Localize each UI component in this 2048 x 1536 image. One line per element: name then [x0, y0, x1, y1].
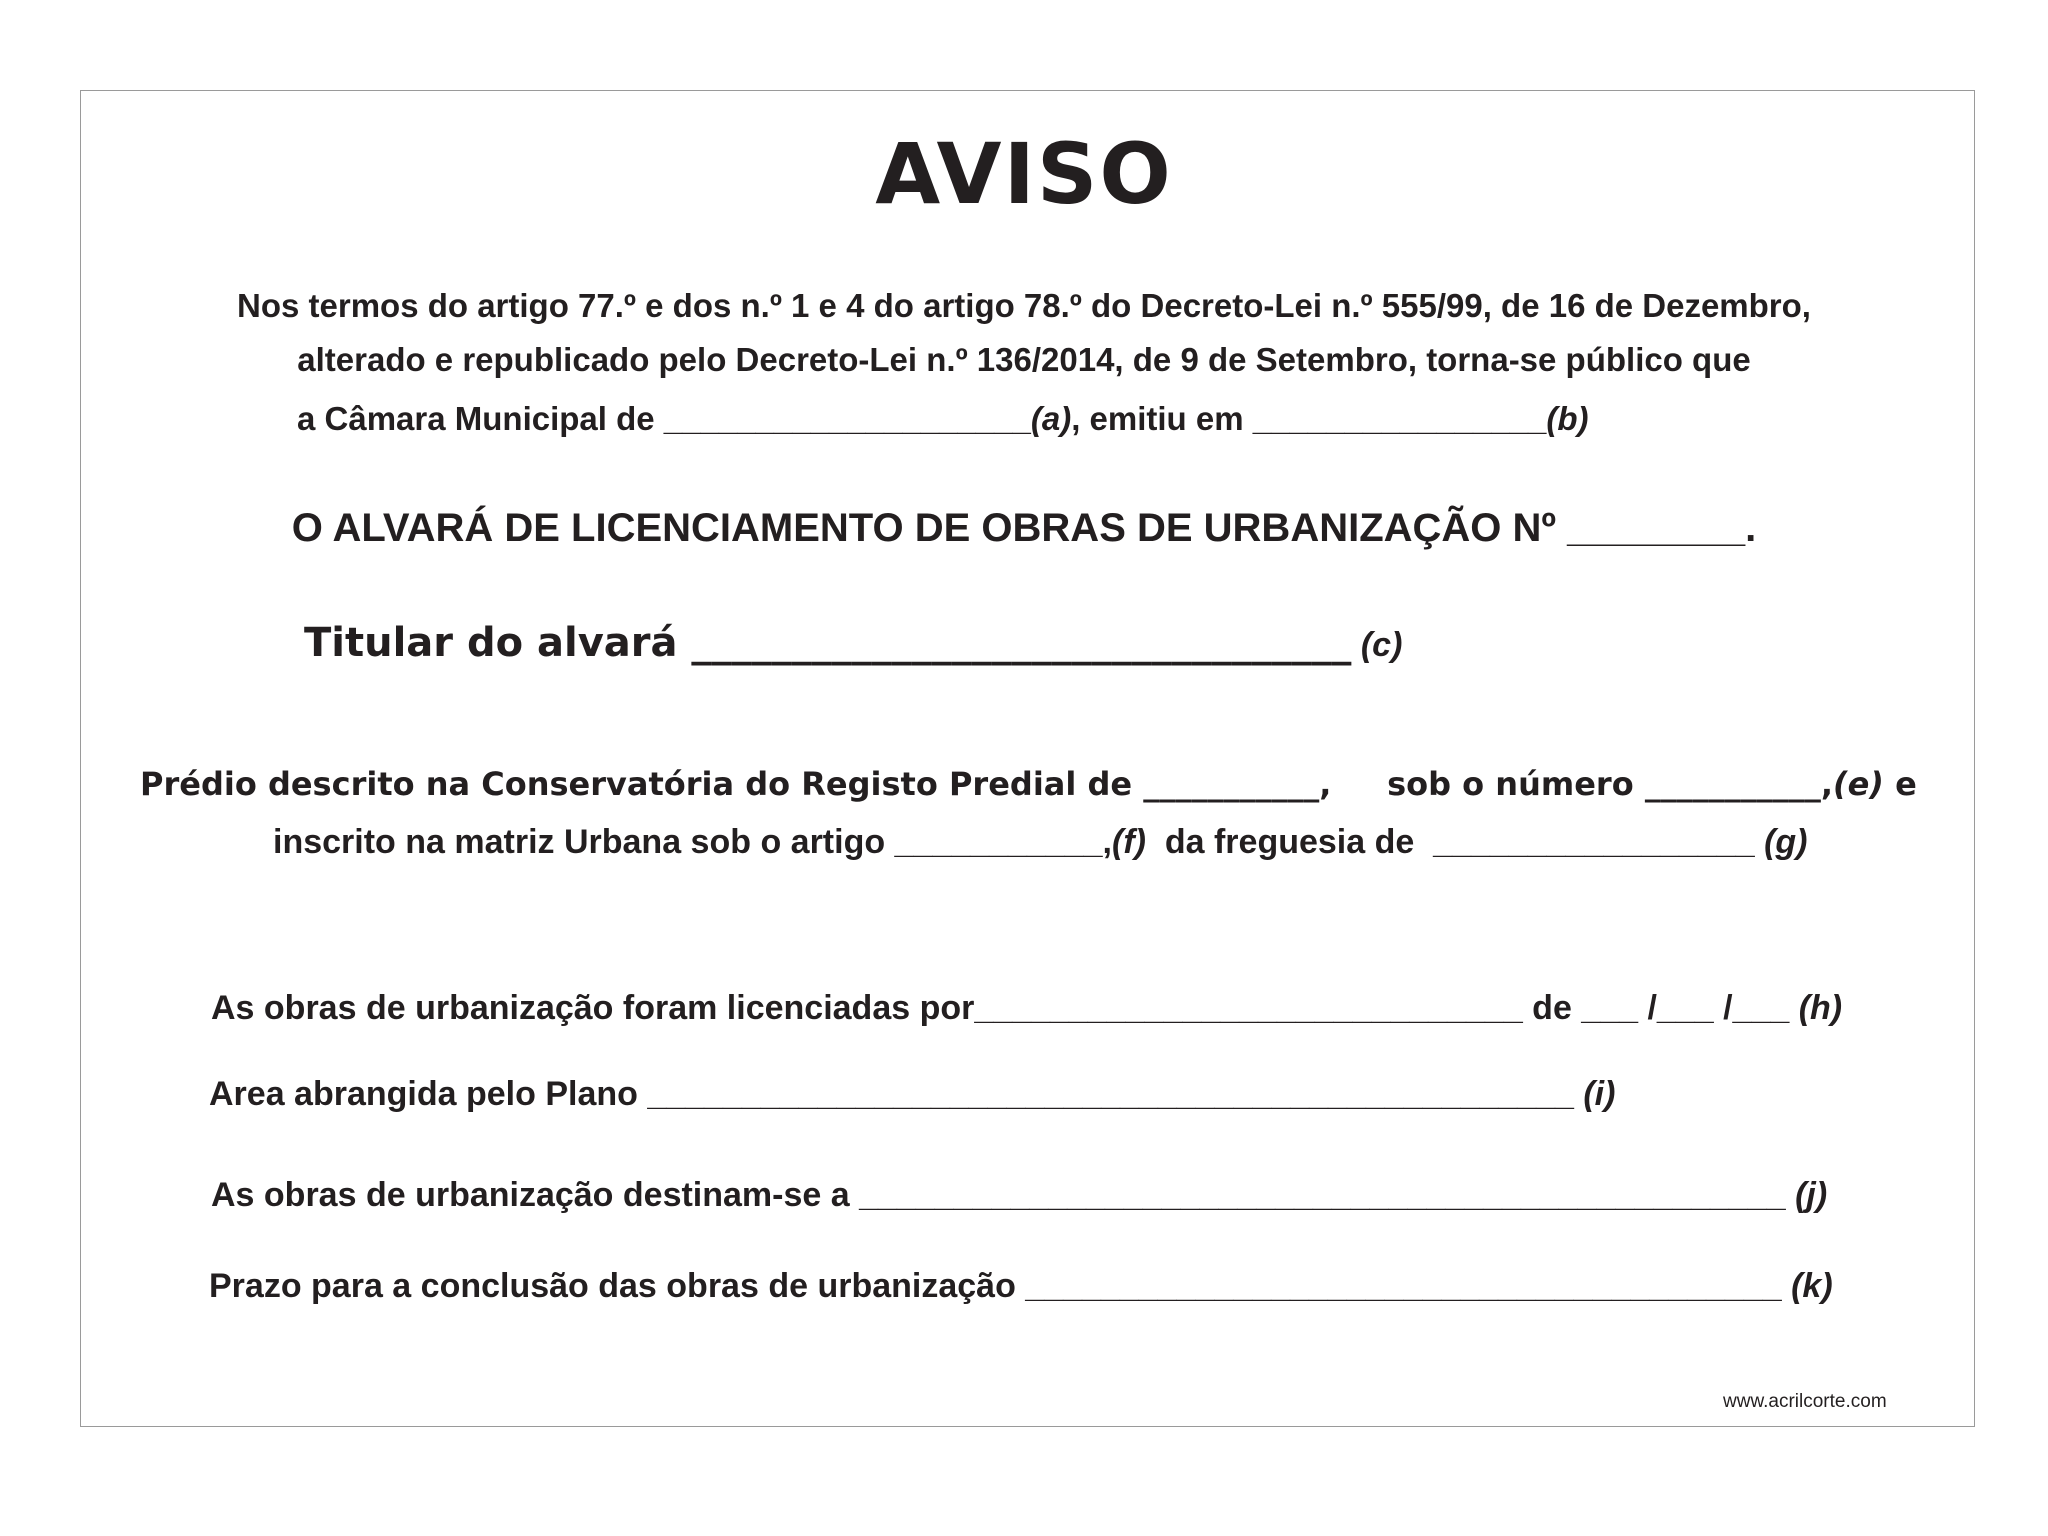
- licenciadas-line: [211, 991, 1842, 1025]
- matriz-text: inscrito na matriz Urbana sob o artigo ___________,: [273, 823, 1112, 861]
- prazo-line: [209, 1269, 1833, 1303]
- intro-line-2: alterado e republicado pelo Decreto-Lei n.º 136/2014, de 9 de Setembro, torna-se público que: [297, 341, 1751, 378]
- titular-label: Titular do alvará _________________________________: [304, 620, 1352, 666]
- destinam-text: As obras de urbanização destinam-se a _________________________________________________: [211, 1176, 1796, 1214]
- ref-c: (c): [1351, 626, 1403, 664]
- emitiu-text: , emitiu em ________________: [1071, 400, 1547, 437]
- notice-title: AVISO: [875, 125, 1173, 223]
- destinam-line: [211, 1178, 1827, 1212]
- ref-k: (k): [1791, 1267, 1833, 1305]
- predio-line-1: [140, 765, 1917, 803]
- alvara-heading: O ALVARÁ DE LICENCIAMENTO DE OBRAS DE URBANIZAÇÃO Nº ________.: [291, 506, 1757, 550]
- predio-end: e: [1883, 765, 1917, 803]
- ref-a: (a): [1030, 400, 1072, 437]
- ref-f: (f): [1112, 823, 1146, 861]
- ref-e: (e): [1832, 765, 1884, 803]
- predio-text: Prédio descrito na Conservatória do Registo Predial de ___________, sob o número ___________,: [140, 765, 1833, 803]
- area-line: [209, 1077, 1615, 1111]
- area-text: Area abrangida pelo Plano _________________________________________________: [209, 1075, 1584, 1113]
- ref-b: (b): [1546, 400, 1589, 437]
- titular-line: [304, 620, 1403, 666]
- predio-line-2: [273, 825, 1808, 859]
- licenciadas-text: As obras de urbanização foram licenciadas por_____________________________ de ___ /___ /___: [211, 989, 1799, 1027]
- camara-text: a Câmara Municipal de ____________________: [297, 400, 1031, 437]
- ref-g: (g): [1764, 823, 1808, 861]
- ref-i: (i): [1583, 1075, 1616, 1113]
- intro-line-1: Nos termos do artigo 77.º e dos n.º 1 e 4 do artigo 78.º do Decreto-Lei n.º 555/99, de 16 de Dezembro,: [237, 287, 1811, 324]
- ref-j: (j): [1795, 1176, 1828, 1214]
- prazo-text: Prazo para a conclusão das obras de urbanização ________________________________________: [209, 1267, 1792, 1305]
- freguesia-text: da freguesia de _________________: [1145, 823, 1765, 861]
- website-link[interactable]: www.acrilcorte.com: [1723, 1391, 1887, 1412]
- ref-h: (h): [1798, 989, 1843, 1027]
- camara-line: [297, 402, 1589, 435]
